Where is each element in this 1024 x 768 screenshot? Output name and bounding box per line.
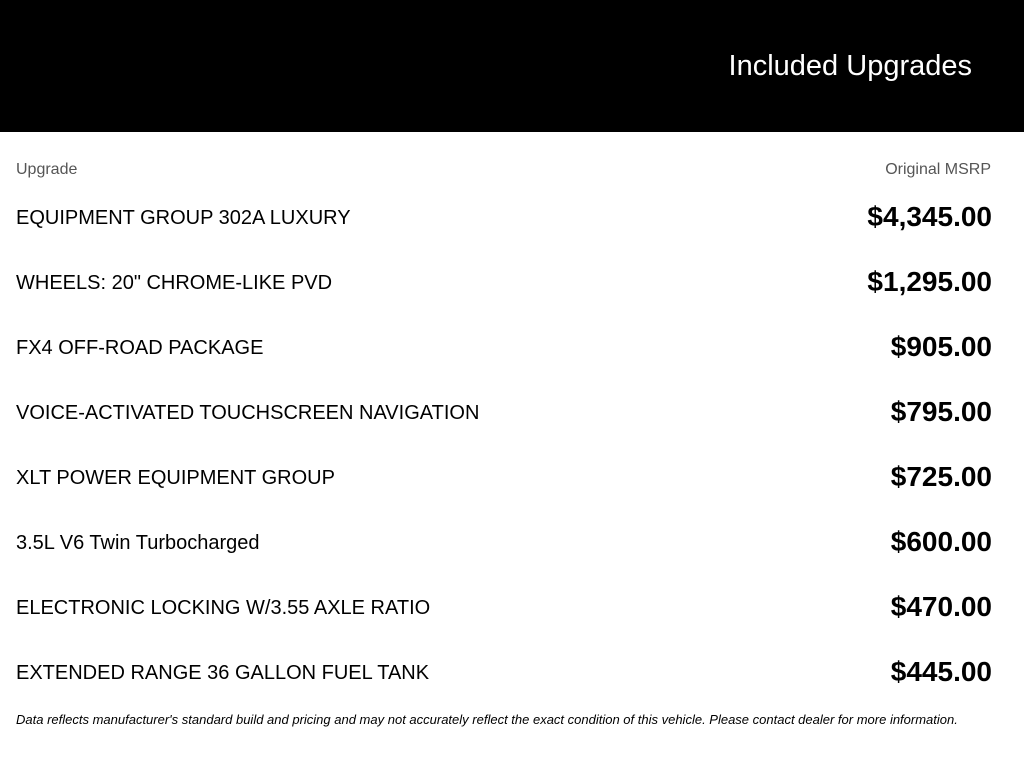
upgrade-price: $600.00	[890, 526, 992, 557]
upgrade-price: $1,295.00	[867, 266, 992, 297]
upgrade-row	[16, 185, 992, 250]
header-banner	[0, 0, 1024, 132]
upgrade-name: ELECTRONIC LOCKING W/3.55 AXLE RATIO	[16, 597, 431, 619]
upgrade-price: $470.00	[890, 591, 992, 622]
upgrade-name: EQUIPMENT GROUP 302A LUXURY	[16, 207, 351, 229]
upgrade-row	[16, 250, 992, 315]
upgrade-row	[16, 380, 992, 445]
column-header-upgrade: Upgrade	[16, 161, 78, 178]
upgrades-list	[16, 185, 992, 705]
upgrade-name: FX4 OFF-ROAD PACKAGE	[16, 337, 264, 359]
column-header-msrp: Original MSRP	[885, 161, 991, 178]
upgrade-price: $905.00	[890, 331, 992, 362]
upgrade-price: $445.00	[890, 656, 992, 687]
upgrade-name: EXTENDED RANGE 36 GALLON FUEL TANK	[16, 662, 430, 684]
upgrade-name: WHEELS: 20" CHROME-LIKE PVD	[16, 272, 333, 294]
upgrade-row	[16, 445, 992, 510]
upgrade-price: $4,345.00	[867, 201, 992, 232]
upgrade-price: $725.00	[890, 461, 992, 492]
upgrade-row	[16, 640, 992, 705]
upgrade-row	[16, 315, 992, 380]
upgrade-price: $795.00	[890, 396, 992, 427]
upgrade-name: XLT POWER EQUIPMENT GROUP	[16, 467, 335, 489]
upgrade-row	[16, 510, 992, 575]
upgrade-name: 3.5L V6 Twin Turbocharged	[16, 532, 260, 554]
page-title: Included Upgrades	[728, 50, 972, 82]
upgrade-name: VOICE-ACTIVATED TOUCHSCREEN NAVIGATION	[16, 402, 480, 424]
upgrade-row	[16, 575, 992, 640]
disclaimer-text: Data reflects manufacturer's standard build and pricing and may not accurately reflect the exact condition of this vehicle. Please contact dealer for more information.	[16, 712, 958, 727]
